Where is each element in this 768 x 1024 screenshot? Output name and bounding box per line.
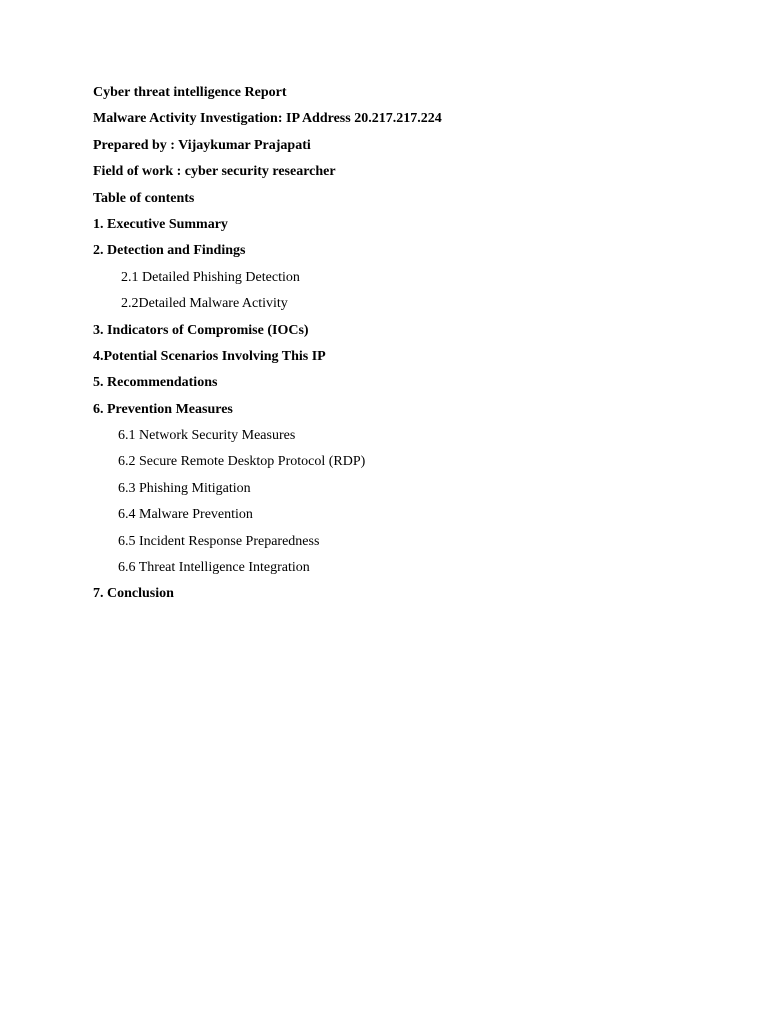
toc-subitem-malware-activity: 2.2Detailed Malware Activity xyxy=(121,296,288,312)
toc-subitem-threat-intelligence: 6.6 Threat Intelligence Integration xyxy=(118,560,310,576)
toc-item-recommendations: 5. Recommendations xyxy=(93,375,218,391)
toc-subitem-phishing-mitigation: 6.3 Phishing Mitigation xyxy=(118,480,251,496)
toc-subitem-phishing-detection: 2.1 Detailed Phishing Detection xyxy=(121,269,300,285)
toc-subitem-incident-response: 6.5 Incident Response Preparedness xyxy=(118,533,320,549)
toc-item-iocs: 3. Indicators of Compromise (IOCs) xyxy=(93,322,309,338)
field-of-work: Field of work : cyber security researcher xyxy=(93,164,336,180)
toc-subitem-secure-rdp: 6.2 Secure Remote Desktop Protocol (RDP) xyxy=(118,454,366,470)
document-body xyxy=(93,83,693,611)
toc-item-potential-scenarios: 4.Potential Scenarios Involving This IP xyxy=(93,348,326,364)
toc-item-prevention-measures: 6. Prevention Measures xyxy=(93,401,233,417)
investigation-title: Malware Activity Investigation: IP Address 20.217.217.224 xyxy=(93,111,442,127)
toc-subitem-malware-prevention: 6.4 Malware Prevention xyxy=(118,507,253,523)
toc-subitem-network-security: 6.1 Network Security Measures xyxy=(118,428,296,444)
report-title: Cyber threat intelligence Report xyxy=(93,85,287,100)
toc-heading: Table of contents xyxy=(93,190,195,206)
toc-item-detection-findings: 2. Detection and Findings xyxy=(93,243,246,259)
toc-item-executive-summary: 1. Executive Summary xyxy=(93,216,228,232)
toc-item-conclusion: 7. Conclusion xyxy=(93,586,174,602)
prepared-by: Prepared by : Vijaykumar Prajapati xyxy=(93,137,311,153)
